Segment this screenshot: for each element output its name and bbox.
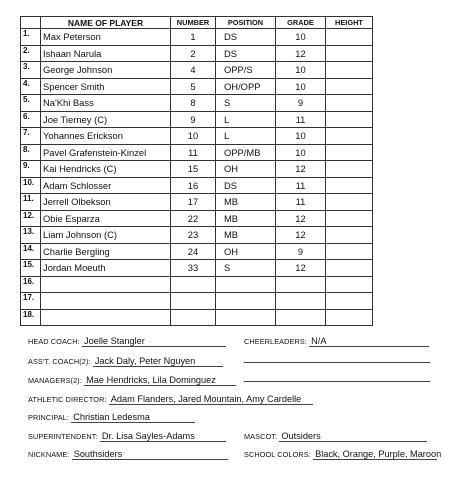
player-grade: 12 bbox=[276, 260, 326, 277]
row-number: 15. bbox=[21, 260, 41, 277]
player-height bbox=[326, 144, 373, 161]
asst-coach-value: Jack Daly, Peter Nguyen bbox=[93, 356, 223, 367]
player-grade bbox=[276, 276, 326, 293]
player-height bbox=[326, 62, 373, 79]
table-row bbox=[21, 78, 373, 95]
player-number: 15 bbox=[171, 161, 216, 178]
row-number: 16. bbox=[21, 276, 41, 293]
cheerleaders-field bbox=[244, 336, 429, 350]
player-number bbox=[171, 309, 216, 326]
player-name: Yohannes Erickson bbox=[41, 128, 171, 145]
cheerleaders-label: CHEERLEADERS: bbox=[244, 337, 307, 346]
player-number: 33 bbox=[171, 260, 216, 277]
player-height bbox=[326, 243, 373, 260]
player-height bbox=[326, 194, 373, 211]
player-name: Jordan Moeuth bbox=[41, 260, 171, 277]
player-height bbox=[326, 29, 373, 46]
player-position bbox=[216, 293, 276, 310]
row-number: 2. bbox=[21, 45, 41, 62]
player-position: DS bbox=[216, 29, 276, 46]
athletic-director-value: Adam Flanders, Jared Mountain, Amy Cardelle bbox=[109, 394, 313, 405]
player-height bbox=[326, 95, 373, 112]
player-name: Adam Schlosser bbox=[41, 177, 171, 194]
player-position: MB bbox=[216, 227, 276, 244]
header-name-of-player: NAME OF PLAYER bbox=[41, 17, 171, 29]
player-grade: 11 bbox=[276, 111, 326, 128]
player-position: OPP/MB bbox=[216, 144, 276, 161]
player-grade: 12 bbox=[276, 161, 326, 178]
roster-header-row bbox=[21, 17, 373, 29]
table-row bbox=[21, 161, 373, 178]
player-height bbox=[326, 260, 373, 277]
player-name: Max Peterson bbox=[41, 29, 171, 46]
player-height bbox=[326, 111, 373, 128]
player-number: 10 bbox=[171, 128, 216, 145]
player-grade bbox=[276, 293, 326, 310]
row-number: 18. bbox=[21, 309, 41, 326]
head-coach-label: HEAD COACH: bbox=[28, 337, 80, 346]
table-row bbox=[21, 227, 373, 244]
player-name: Na'Khi Bass bbox=[41, 95, 171, 112]
player-position: DS bbox=[216, 177, 276, 194]
player-name bbox=[41, 276, 171, 293]
player-number: 1 bbox=[171, 29, 216, 46]
player-height bbox=[326, 45, 373, 62]
player-height bbox=[326, 293, 373, 310]
player-name: Charlie Bergling bbox=[41, 243, 171, 260]
player-grade: 12 bbox=[276, 210, 326, 227]
school-colors-field bbox=[244, 449, 442, 463]
player-number: 8 bbox=[171, 95, 216, 112]
superintendent-field bbox=[28, 431, 226, 445]
table-row bbox=[21, 276, 373, 293]
mascot-field bbox=[244, 431, 427, 445]
row-number: 13. bbox=[21, 227, 41, 244]
school-colors-value: Black, Orange, Purple, Maroon bbox=[315, 449, 442, 459]
head-coach-field bbox=[28, 336, 226, 350]
player-height bbox=[326, 210, 373, 227]
nickname-value: Southsiders bbox=[72, 449, 228, 460]
player-grade: 10 bbox=[276, 29, 326, 46]
row-number: 5. bbox=[21, 95, 41, 112]
player-grade: 12 bbox=[276, 45, 326, 62]
table-row bbox=[21, 210, 373, 227]
row-number: 8. bbox=[21, 144, 41, 161]
school-colors-label: SCHOOL COLORS: bbox=[244, 450, 311, 459]
row-number: 10. bbox=[21, 177, 41, 194]
player-name: Liam Johnson (C) bbox=[41, 227, 171, 244]
row-number: 4. bbox=[21, 78, 41, 95]
superintendent-label: SUPERINTENDENT: bbox=[28, 432, 98, 441]
player-name bbox=[41, 309, 171, 326]
table-row bbox=[21, 95, 373, 112]
player-grade bbox=[276, 309, 326, 326]
player-height bbox=[326, 78, 373, 95]
player-height bbox=[326, 276, 373, 293]
mascot-value: Outsiders bbox=[279, 431, 427, 442]
mascot-label: MASCOT: bbox=[244, 432, 278, 441]
player-position: S bbox=[216, 260, 276, 277]
player-number: 5 bbox=[171, 78, 216, 95]
player-name: Pavel Grafenstein-Kinzel bbox=[41, 144, 171, 161]
table-row bbox=[21, 177, 373, 194]
managers-label: MANAGERS(2): bbox=[28, 376, 82, 385]
table-row bbox=[21, 128, 373, 145]
player-number: 4 bbox=[171, 62, 216, 79]
nickname-field bbox=[28, 449, 228, 463]
player-number: 23 bbox=[171, 227, 216, 244]
header-position: POSITION bbox=[216, 17, 276, 29]
athletic-director-field bbox=[28, 394, 313, 408]
table-row bbox=[21, 29, 373, 46]
table-row bbox=[21, 243, 373, 260]
player-grade: 10 bbox=[276, 128, 326, 145]
principal-label: PRINCIPAL: bbox=[28, 413, 70, 422]
table-row bbox=[21, 293, 373, 310]
player-position: OH/OPP bbox=[216, 78, 276, 95]
blank-line-2 bbox=[244, 375, 430, 389]
nickname-label: NICKNAME: bbox=[28, 450, 70, 459]
roster-body bbox=[21, 29, 373, 326]
player-name: Obie Esparza bbox=[41, 210, 171, 227]
player-height bbox=[326, 161, 373, 178]
table-row bbox=[21, 194, 373, 211]
row-number: 3. bbox=[21, 62, 41, 79]
player-grade: 12 bbox=[276, 227, 326, 244]
asst-coach-field bbox=[28, 356, 223, 370]
player-name: Ishaan Narula bbox=[41, 45, 171, 62]
player-name: Spencer Smith bbox=[41, 78, 171, 95]
table-row bbox=[21, 62, 373, 79]
player-height bbox=[326, 128, 373, 145]
player-number: 22 bbox=[171, 210, 216, 227]
managers-field bbox=[28, 375, 236, 389]
athletic-director-label: ATHLETIC DIRECTOR: bbox=[28, 395, 107, 404]
player-position: L bbox=[216, 128, 276, 145]
header-number: NUMBER bbox=[171, 17, 216, 29]
player-position bbox=[216, 276, 276, 293]
roster-table bbox=[20, 16, 373, 326]
player-name: Joe Tierney (C) bbox=[41, 111, 171, 128]
header-grade: GRADE bbox=[276, 17, 326, 29]
row-number: 7. bbox=[21, 128, 41, 145]
row-number: 1. bbox=[21, 29, 41, 46]
player-number: 24 bbox=[171, 243, 216, 260]
table-row bbox=[21, 309, 373, 326]
player-number: 9 bbox=[171, 111, 216, 128]
player-position: L bbox=[216, 111, 276, 128]
blank-line-1 bbox=[244, 356, 430, 370]
player-grade: 9 bbox=[276, 243, 326, 260]
player-position: OH bbox=[216, 161, 276, 178]
player-position: MB bbox=[216, 194, 276, 211]
row-number: 17. bbox=[21, 293, 41, 310]
head-coach-value: Joelle Stangler bbox=[82, 336, 226, 347]
row-number: 11. bbox=[21, 194, 41, 211]
player-position: DS bbox=[216, 45, 276, 62]
table-row bbox=[21, 111, 373, 128]
header-height: HEIGHT bbox=[326, 17, 373, 29]
table-row bbox=[21, 260, 373, 277]
player-height bbox=[326, 177, 373, 194]
player-name: Kai Hendricks (C) bbox=[41, 161, 171, 178]
player-number bbox=[171, 293, 216, 310]
player-name: George Johnson bbox=[41, 62, 171, 79]
player-name bbox=[41, 293, 171, 310]
header-row-number bbox=[21, 17, 41, 29]
player-position bbox=[216, 309, 276, 326]
player-grade: 11 bbox=[276, 194, 326, 211]
player-grade: 10 bbox=[276, 78, 326, 95]
player-grade: 10 bbox=[276, 62, 326, 79]
player-height bbox=[326, 227, 373, 244]
player-number: 11 bbox=[171, 144, 216, 161]
row-number: 14. bbox=[21, 243, 41, 260]
player-number: 2 bbox=[171, 45, 216, 62]
asst-coach-label: ASS'T. COACH(2): bbox=[28, 357, 91, 366]
player-grade: 10 bbox=[276, 144, 326, 161]
player-grade: 9 bbox=[276, 95, 326, 112]
superintendent-value: Dr. Lisa Sayles-Adams bbox=[100, 431, 226, 442]
player-position: S bbox=[216, 95, 276, 112]
principal-field bbox=[28, 412, 195, 426]
player-height bbox=[326, 309, 373, 326]
player-number: 16 bbox=[171, 177, 216, 194]
table-row bbox=[21, 45, 373, 62]
row-number: 9. bbox=[21, 161, 41, 178]
player-grade: 11 bbox=[276, 177, 326, 194]
cheerleaders-value: N/A bbox=[309, 336, 429, 347]
player-number: 17 bbox=[171, 194, 216, 211]
player-position: OPP/S bbox=[216, 62, 276, 79]
table-row bbox=[21, 144, 373, 161]
principal-value: Christian Ledesma bbox=[71, 412, 195, 423]
row-number: 6. bbox=[21, 111, 41, 128]
managers-value: Mae Hendricks, Lila Dominguez bbox=[84, 375, 236, 386]
row-number: 12. bbox=[21, 210, 41, 227]
player-number bbox=[171, 276, 216, 293]
player-position: OH bbox=[216, 243, 276, 260]
player-position: MB bbox=[216, 210, 276, 227]
player-name: Jerrell Olbekson bbox=[41, 194, 171, 211]
